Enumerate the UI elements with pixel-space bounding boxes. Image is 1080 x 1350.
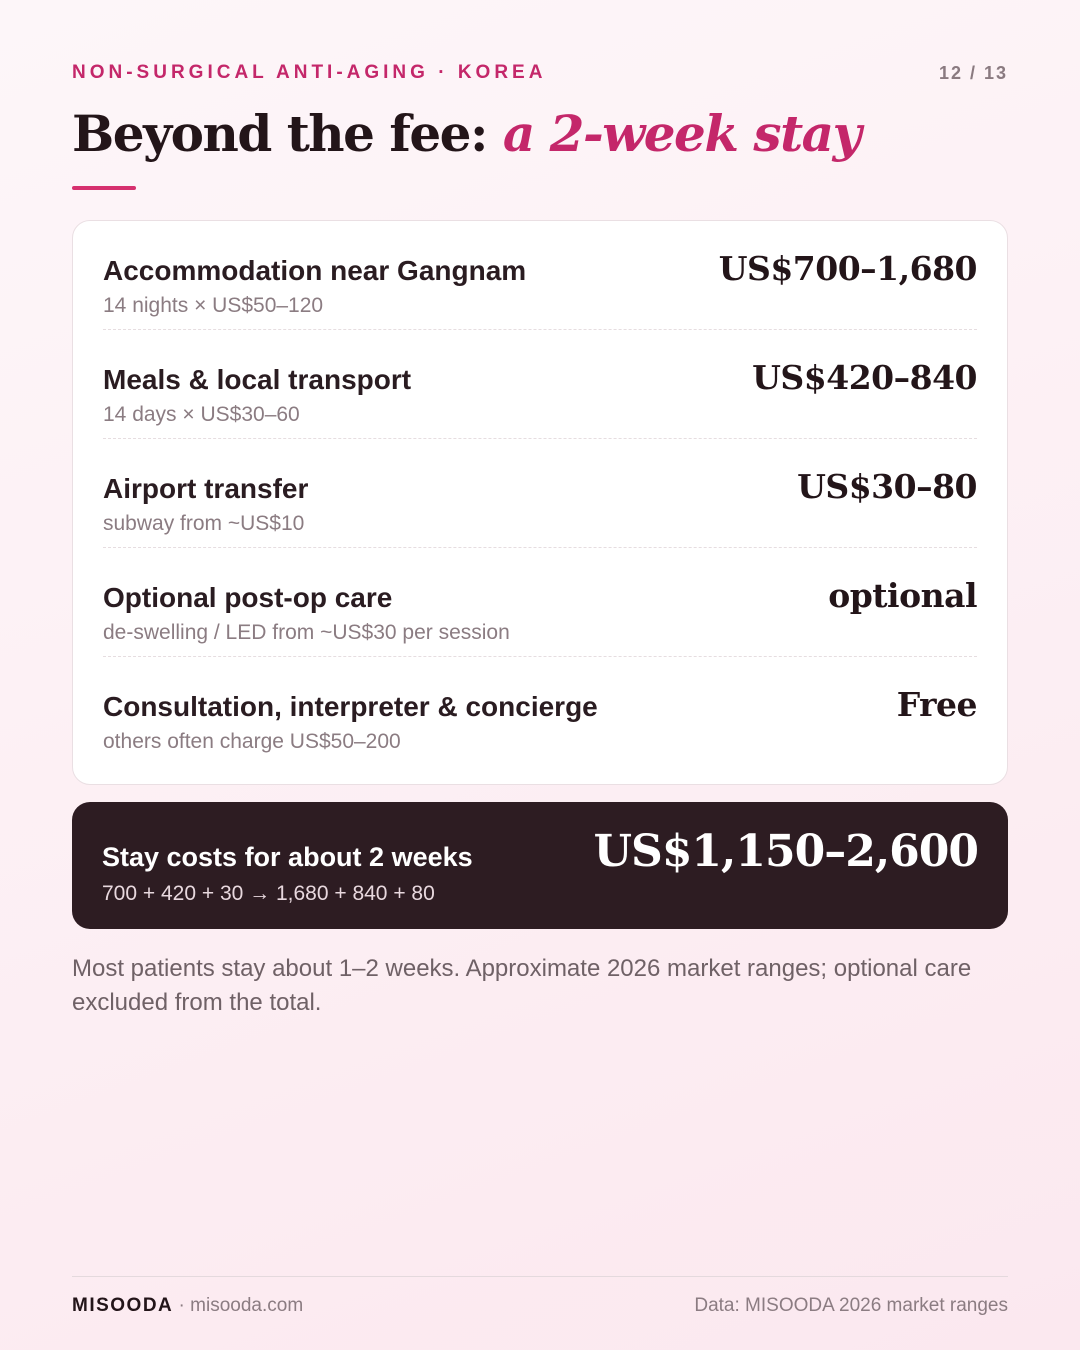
cost-item-detail: de-swelling / LED from ~US$30 per session xyxy=(103,621,510,644)
cost-item-detail: others often charge US$50–200 xyxy=(103,730,401,753)
title-underline xyxy=(72,186,136,190)
cost-item-label: Meals & local transport xyxy=(103,364,412,395)
cost-item-value: Free xyxy=(896,685,977,724)
cost-item-detail: subway from ~US$10 xyxy=(103,512,305,535)
cost-item-value: optional xyxy=(828,576,977,615)
cost-breakdown-card xyxy=(72,220,1008,785)
footnote: Most patients stay about 1–2 weeks. Approximate 2026 market ranges; optional care excluded from the total. xyxy=(72,955,972,1016)
cost-item-value: US$420–840 xyxy=(752,358,977,397)
cost-row xyxy=(103,221,977,330)
total-label: Stay costs for about 2 weeks xyxy=(102,842,473,872)
cost-row xyxy=(103,439,977,548)
cost-row xyxy=(103,657,977,766)
page-indicator: 12 / 13 xyxy=(938,63,1008,83)
kicker-label: NON-SURGICAL ANTI-AGING · KOREA xyxy=(72,62,547,83)
cost-item-value: US$30–80 xyxy=(797,467,977,506)
total-value: US$1,150–2,600 xyxy=(593,826,978,877)
footer-brand xyxy=(72,1295,303,1317)
page-title-accent: a 2-week stay xyxy=(502,104,861,163)
total-calculation: 700 + 420 + 30 → 1,680 + 840 + 80 xyxy=(102,882,435,905)
footer-divider xyxy=(72,1276,1008,1277)
total-summary-panel xyxy=(72,802,1008,929)
page-title-main: Beyond the fee: xyxy=(72,104,503,163)
cost-item-label: Accommodation near Gangnam xyxy=(103,255,527,286)
cost-row xyxy=(103,330,977,439)
footer-separator: · xyxy=(173,1295,191,1316)
page-title xyxy=(72,104,860,163)
cost-item-detail: 14 nights × US$50–120 xyxy=(103,294,324,317)
slide xyxy=(72,0,1008,1350)
cost-item-label: Airport transfer xyxy=(103,473,309,504)
cost-item-label: Consultation, interpreter & concierge xyxy=(103,691,598,722)
cost-row xyxy=(103,548,977,657)
cost-item-label: Optional post-op care xyxy=(103,582,393,613)
cost-item-value: US$700–1,680 xyxy=(718,249,977,288)
website-link[interactable]: misooda.com xyxy=(190,1295,304,1316)
data-source: Data: MISOODA 2026 market ranges xyxy=(694,1295,1008,1316)
cost-item-detail: 14 days × US$30–60 xyxy=(103,403,300,426)
brand-name: MISOODA xyxy=(72,1295,174,1316)
